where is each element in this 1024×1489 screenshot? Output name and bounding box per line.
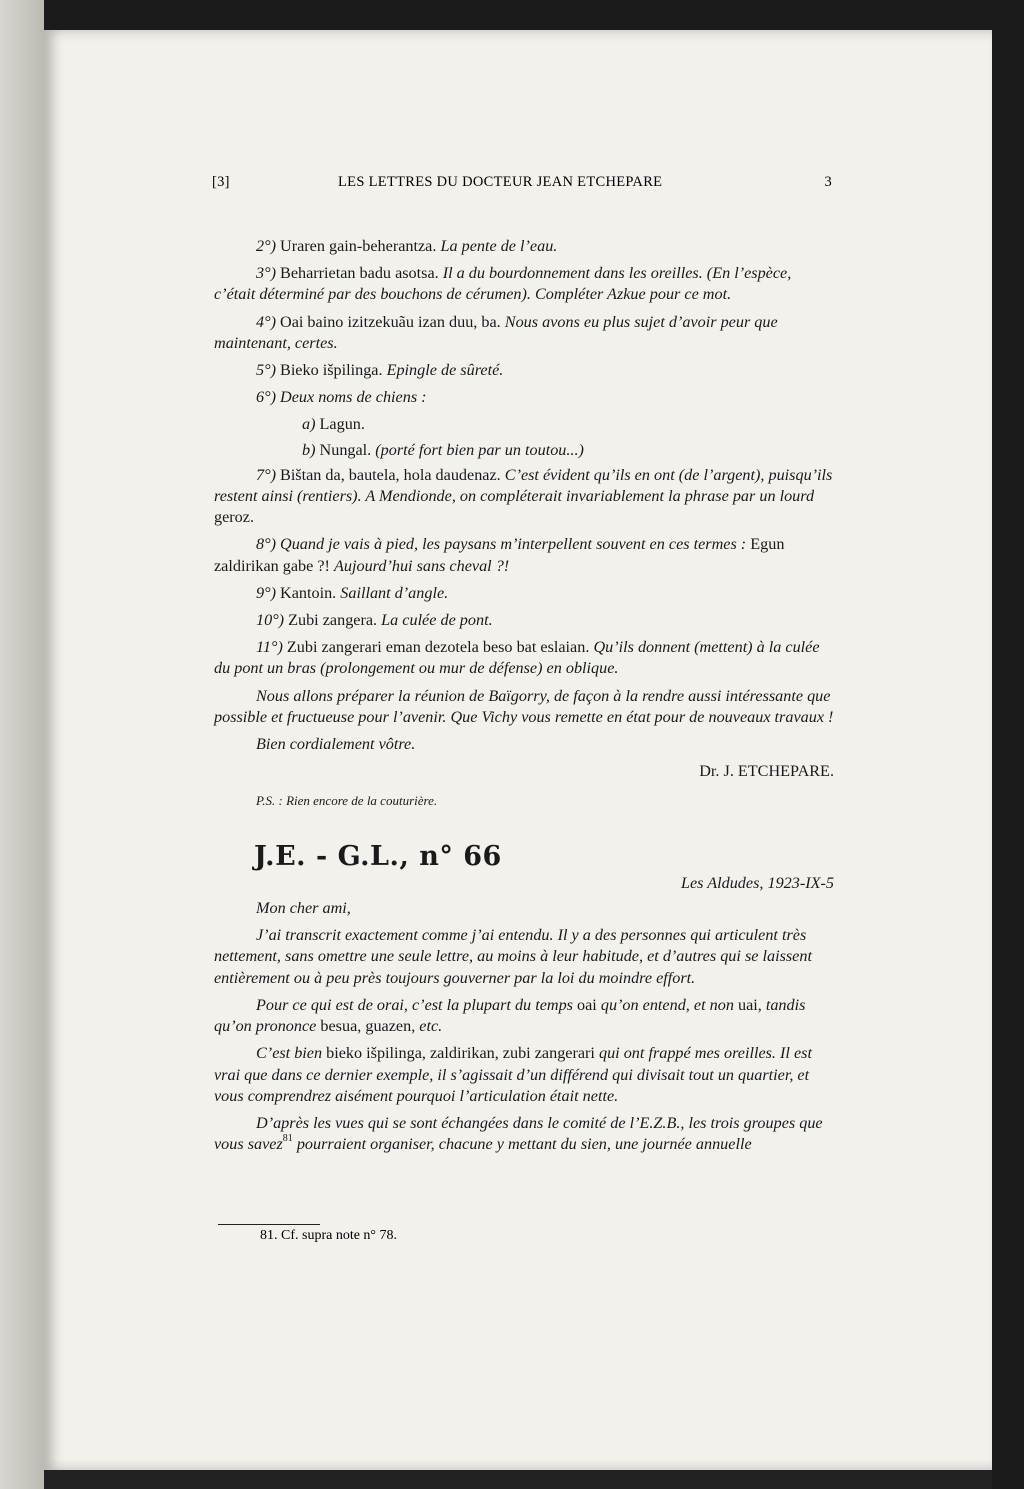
header-title: LES LETTRES DU DOCTEUR JEAN ETCHEPARE [338, 174, 663, 190]
header-page-ref: [3] [212, 174, 230, 190]
item-6: 6°) Deux noms de chiens : [256, 388, 427, 407]
letter-dateline: Les Aldudes, 1923-IX-5 [680, 873, 834, 892]
item-4: 4°) Oai baino izitzekuãu izan duu, ba. Nous avons eu plus sujet d’avoir peur que maintenant, certes. [214, 312, 778, 352]
item-10: 10°) Zubi zangera. La culée de pont. [256, 611, 493, 630]
item-2: 2°) Uraren gain-beherantza. La pente de l’eau. [256, 237, 558, 255]
item-6b: b) Nungal. (porté fort bien par un toutou...) [302, 440, 584, 459]
signature: Dr. J. ETCHEPARE. [699, 762, 834, 781]
scan-border [44, 1470, 992, 1489]
letter-paragraph-2: Pour ce qui est de orai, c’est la plupart du temps oai qu’on entend, et non uai, tandis qu’on prononce besua, guazen, etc. [214, 995, 806, 1036]
letter-salutation: Mon cher ami, [256, 899, 351, 918]
item-5: 5°) Bieko išpilinga. Epingle de sûreté. [256, 361, 504, 380]
item-8: 8°) Quand je vais à pied, les paysans m’interpellent souvent en ces termes : Egun zaldirikan gabe ?! Aujourd’hui sans cheval ?! [214, 535, 785, 575]
letter-paragraph-1: J’ai transcrit exactement comme j’ai entendu. Il y a des personnes qui articulent très nettement, sans omettre une seule lettre, au moins à leur habitude, et d’autres qui se laissent entièrement ou à peu près toujours gouverner par la loi du moindre effort. [214, 926, 812, 987]
closing-salutation: Bien cordialement vôtre. [256, 735, 416, 754]
footnote-rule [218, 1224, 320, 1225]
header-page-number: 3 [824, 174, 832, 190]
letter-title: J.E. - G.L., n° 66 [254, 840, 502, 872]
letter-body [214, 236, 834, 1161]
letter-paragraph-3: C’est bien bieko išpilinga, zaldirikan, zubi zangerari qui ont frappé mes oreilles. Il est vrai que dans ce dernier exemple, il s’agissait d’un différend qui divisait tout un quartier, et vous comprendrez aisément pourquoi l’articulation était nette. [214, 1044, 812, 1105]
letter-paragraph-4: D’après les vues qui se sont échangées dans le comité de l’E.Z.B., les trois groupes que vous savez$^{81}$ pourraient organiser, chacune y mettant du sien, une journée annuelle [214, 1113, 823, 1154]
item-6a: a) Lagun. [302, 415, 365, 434]
item-9: 9°) Kantoin. Saillant d’angle. [256, 583, 449, 602]
item-11: 11°) Zubi zangerari eman dezotela beso bat eslaian. Qu’ils donnent (mettent) à la culée du pont un bras (prolongement ou mur de défense) en oblique. [214, 638, 820, 678]
postscript: P.S. : Rien encore de la couturière. [256, 793, 438, 809]
adjacent-page-edge [0, 0, 44, 1489]
closing-paragraph: Nous allons préparer la réunion de Baïgorry, de façon à la rendre aussi intéressante que possible et fructueuse pour l’avenir. Que Vichy vous remette en état pour de nouveaux travaux ! [214, 686, 834, 726]
footnote-ref: 81 [282, 1133, 293, 1145]
item-7: 7°) Bištan da, bautela, hola daudenaz. C’est évident qu’ils en ont (de l’argent), puisqu’ils restent ainsi (rentiers). A Mendionde, on compléterait invariablement la phrase par un lourd geroz. [214, 465, 833, 527]
footnote: 81. Cf. supra note n° 78. [260, 1228, 398, 1243]
item-3: 3°) Beharrietan badu asotsa. Il a du bourdonnement dans les oreilles. (En l’espèce, c’était déterminé par des bouchons de cérumen). Compléter Azkue pour ce mot. [214, 264, 792, 304]
